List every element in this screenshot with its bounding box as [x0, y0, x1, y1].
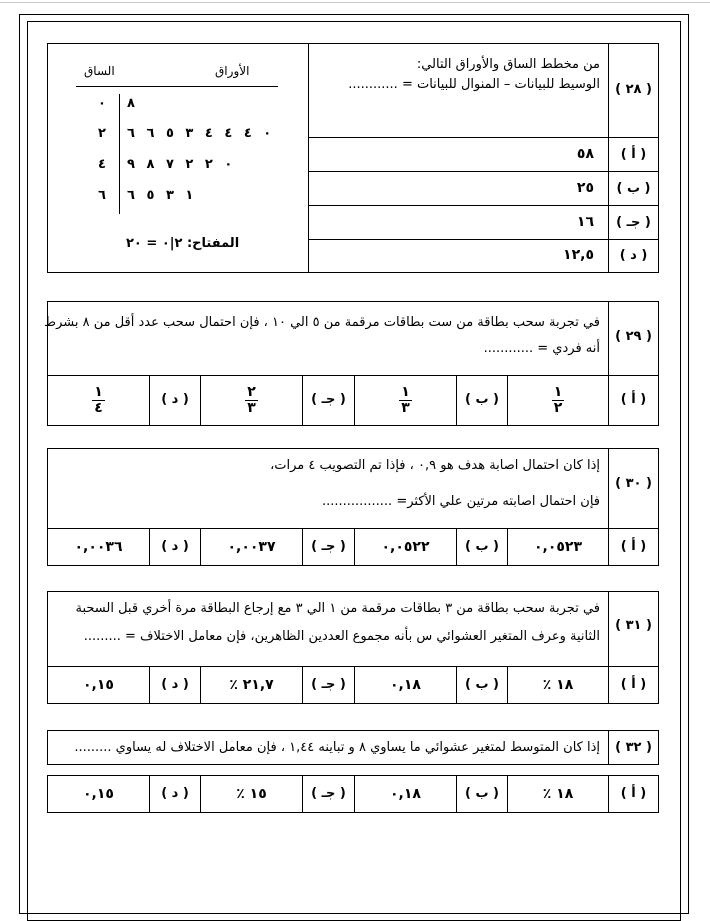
question-text-line1: في تجربة سحب بطاقة من ٣ بطاقات مرقمة من ١ الي ٣ مع إرجاع البطاقة مرة أخري قبل السحبة	[75, 601, 600, 616]
question-text-line2: الثانية وعرف المتغير العشوائي س بأنه مجموع العددين الظاهرين، فإن معامل الاختلاف = .........	[83, 629, 600, 644]
option-label-cell	[608, 775, 659, 813]
stem-leaf-plot	[47, 43, 309, 273]
option-value: ٠,٠٥٢٣	[533, 539, 583, 555]
option-c-cell[interactable]	[308, 205, 609, 240]
option-label: ( جـ )	[311, 677, 346, 692]
option-a-cell[interactable]	[308, 137, 609, 172]
option-c-cell[interactable]	[200, 528, 303, 566]
option-label-cell	[149, 528, 201, 566]
fraction-numerator: ١	[553, 384, 563, 400]
question-text-line1: من مخطط الساق والأوراق التالي:	[416, 57, 600, 72]
option-c-cell[interactable]	[200, 775, 303, 813]
option-label: ( جـ )	[311, 786, 346, 801]
option-label-cell	[302, 666, 355, 704]
option-label: ( ب )	[465, 392, 499, 407]
leaf-values: ١ ٣ ٥ ٦	[127, 188, 194, 203]
option-value: ٠,٠٠٣٧	[227, 539, 276, 555]
option-label-cell	[608, 375, 659, 426]
option-d-cell[interactable]	[47, 666, 150, 704]
option-d-cell[interactable]	[308, 239, 609, 273]
option-value: ١٢,٥	[563, 247, 594, 263]
option-label: ( أ )	[620, 786, 647, 801]
option-label: ( جـ )	[311, 539, 346, 554]
option-b-cell[interactable]	[354, 375, 457, 426]
option-value: ١٨ ٪	[542, 677, 574, 693]
option-value: ٠,٠٠٣٦	[74, 539, 123, 555]
option-label-cell	[608, 171, 659, 206]
option-label-cell	[302, 775, 355, 813]
option-label-cell	[608, 666, 659, 704]
fraction-denominator: ٣	[401, 400, 410, 416]
question-number-cell	[608, 730, 659, 765]
option-c-cell[interactable]	[200, 666, 303, 704]
option-label: ( د )	[161, 677, 189, 692]
option-b-cell[interactable]	[354, 528, 457, 566]
option-value: ٠,١٨	[390, 677, 421, 693]
stem-value: ٠	[98, 96, 106, 111]
option-label: ( د )	[161, 392, 189, 407]
question-number: ( ٣٢ )	[615, 740, 652, 755]
option-value: ٢٥	[576, 180, 594, 196]
question-number: ( ٢٨ )	[615, 82, 652, 97]
question-number-cell	[608, 448, 659, 529]
leaf-values: ٠ ٤ ٤ ٤ ٣ ٥ ٦ ٦	[127, 126, 272, 141]
option-label-cell	[456, 666, 508, 704]
option-a-cell[interactable]	[507, 375, 609, 426]
stem-header: الساق	[84, 64, 115, 78]
leaf-header: الأوراق	[215, 64, 250, 78]
question-number-cell	[608, 591, 659, 667]
option-label-cell	[608, 239, 659, 273]
option-label: ( د )	[161, 539, 189, 554]
question-text-cell	[47, 730, 609, 765]
option-a-cell[interactable]	[507, 775, 609, 813]
option-label: ( ب )	[616, 181, 651, 196]
option-label-cell	[149, 375, 201, 426]
option-label-cell	[608, 137, 659, 172]
question-number: ( ٣١ )	[615, 618, 652, 633]
question-number-cell	[608, 301, 659, 376]
question-number: ( ٣٠ )	[615, 476, 652, 491]
leaf-values: ٠ ٢ ٢ ٧ ٨ ٩	[127, 157, 233, 172]
option-d-cell[interactable]	[47, 375, 150, 426]
option-value: ٠,١٨	[390, 786, 421, 802]
question-number-cell	[608, 43, 659, 138]
option-label: ( ب )	[465, 539, 499, 554]
option-d-cell[interactable]	[47, 528, 150, 566]
option-label-cell	[149, 775, 201, 813]
fraction-denominator: ٢	[553, 400, 563, 416]
stem-divider	[119, 94, 120, 214]
option-label-cell	[456, 775, 508, 813]
option-value: ٢١,٧ ٪	[229, 677, 274, 693]
option-label-cell	[608, 205, 659, 240]
option-label-cell	[302, 375, 355, 426]
header-rule	[76, 86, 278, 87]
option-label: ( أ )	[620, 392, 647, 407]
option-value: ٠,١٥	[83, 786, 114, 802]
question-text-cell	[47, 448, 609, 529]
plot-key: المفتاح: ٢|٠ = ٢٠	[126, 236, 240, 251]
fraction-denominator: ٤	[94, 400, 103, 416]
fraction-numerator: ١	[401, 384, 410, 400]
option-label: ( ب )	[465, 677, 499, 692]
top-rule	[0, 2, 710, 3]
option-label-cell	[608, 528, 659, 566]
question-text-line1: إذا كان احتمال اصابة هدف هو ٠,٩ ، فإذا تم التصويب ٤ مرات،	[270, 458, 600, 473]
option-label-cell	[302, 528, 355, 566]
option-b-cell[interactable]	[308, 171, 609, 206]
option-label: ( أ )	[620, 147, 647, 162]
option-label: ( جـ )	[311, 392, 346, 407]
option-value: ١٨ ٪	[542, 786, 574, 802]
option-c-cell[interactable]	[200, 375, 303, 426]
question-text-line1: إذا كان المتوسط لمتغير عشوائي ما يساوي ٨ و تباينه ١,٤٤ ، فإن معامل الاختلاف له يساوي .........	[74, 740, 600, 755]
option-label: ( د )	[619, 248, 648, 263]
option-label: ( أ )	[620, 539, 647, 554]
option-d-cell[interactable]	[47, 775, 150, 813]
option-label: ( ب )	[465, 786, 499, 801]
stem-value: ٦	[98, 188, 106, 203]
option-b-cell[interactable]	[354, 775, 457, 813]
question-text-line2: فإن احتمال اصابته مرتين علي الأكثر= .................	[321, 494, 600, 509]
option-value: ٥٨	[576, 146, 594, 162]
option-label-cell	[456, 528, 508, 566]
option-value: ٠,١٥	[83, 677, 114, 693]
fraction-numerator: ١	[94, 384, 103, 400]
question-text-line1: في تجربة سحب بطاقة من ست بطاقات مرقمة من ٥ الي ١٠ ، فإن احتمال سحب عدد أقل من ٨ بشرط	[44, 315, 600, 330]
stem-value: ٢	[98, 126, 106, 141]
option-b-cell[interactable]	[354, 666, 457, 704]
option-a-cell[interactable]	[507, 666, 609, 704]
option-a-cell[interactable]	[507, 528, 609, 566]
question-text-cell	[308, 43, 609, 138]
fraction-denominator: ٣	[247, 400, 256, 416]
fraction-numerator: ٢	[247, 384, 256, 400]
question-text-cell	[44, 301, 609, 376]
question-text-line2: الوسيط للبيانات – المنوال للبيانات = ............	[348, 77, 600, 92]
option-value: ٠,٠٥٢٢	[381, 539, 430, 555]
option-label: ( د )	[161, 786, 189, 801]
option-label-cell	[149, 666, 201, 704]
option-value: ١٦	[576, 214, 594, 230]
question-text-line2: أنه فردي = ............	[483, 341, 600, 356]
question-number: ( ٢٩ )	[615, 329, 652, 344]
stem-value: ٤	[98, 157, 106, 172]
question-text-cell	[47, 591, 609, 667]
leaf-values: ٨	[127, 96, 135, 111]
option-label: ( أ )	[620, 677, 647, 692]
option-label-cell	[456, 375, 508, 426]
option-label: ( جـ )	[616, 215, 651, 230]
option-value: ١٥ ٪	[236, 786, 267, 802]
